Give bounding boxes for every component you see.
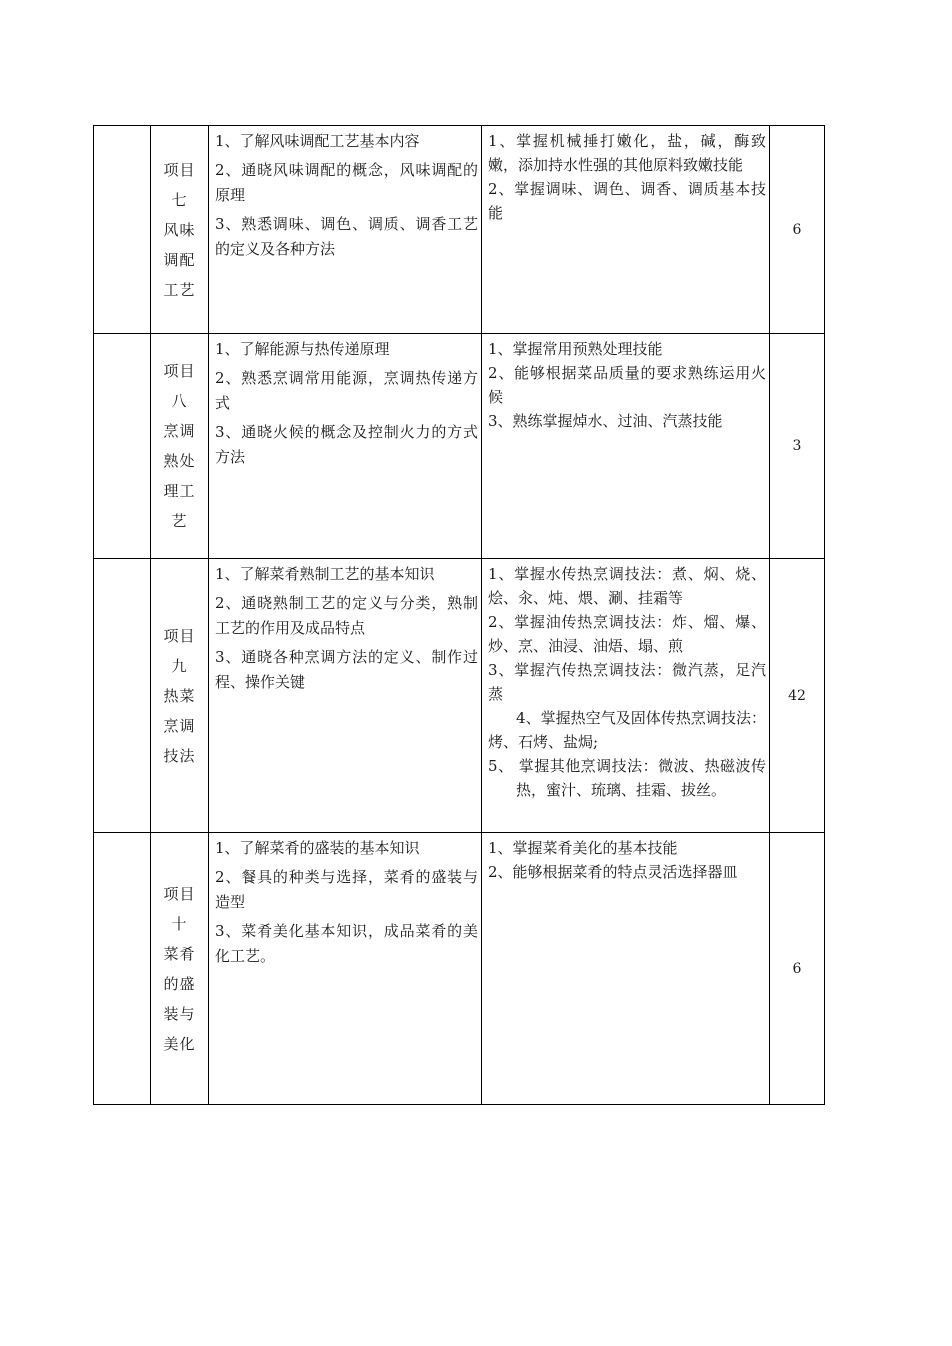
skill-item: 3、掌握汽传热烹调技法：微汽蒸，足汽蒸 (488, 661, 766, 703)
skill-item: 2、能够根据菜肴的特点灵活选择器皿 (488, 863, 738, 881)
blank-cell (94, 334, 151, 559)
class-hours-value: 6 (792, 221, 802, 238)
project-title-line: 调配 (163, 250, 196, 269)
project-title-line: 技法 (163, 746, 196, 765)
blank-cell (94, 126, 151, 334)
class-hours-value: 6 (792, 960, 802, 977)
skill-item: 1、掌握常用预熟处理技能 (488, 340, 663, 358)
class-hours-value: 42 (788, 687, 806, 704)
class-hours-cell (770, 833, 825, 1105)
project-title-line: 项目 (163, 160, 196, 179)
knowledge-item: 3、通晓各种烹调方法的定义、制作过程、操作关键 (215, 648, 478, 691)
skill-item: 5、 掌握其他烹调技法：微波、热磁波传热，蜜汁、琉璃、挂霜、拔丝。 (488, 757, 766, 799)
skill-requirements-cell (482, 833, 770, 1105)
skill-item: 2、掌握调味、调色、调香、调质基本技能 (488, 180, 766, 222)
knowledge-requirements-cell (209, 126, 482, 334)
project-title-line: 装与 (163, 1004, 196, 1023)
project-title-line: 菜肴 (163, 944, 196, 963)
knowledge-item: 3、通晓火候的概念及控制火力的方式方法 (215, 423, 478, 466)
project-title-line: 美化 (163, 1034, 196, 1053)
knowledge-item: 1、了解风味调配工艺基本内容 (215, 132, 420, 150)
project-title-line: 项目 (163, 626, 196, 645)
knowledge-requirements-cell (209, 334, 482, 559)
knowledge-requirements-cell (209, 833, 482, 1105)
knowledge-item: 2、通晓风味调配的概念，风味调配的原理 (215, 161, 478, 204)
project-title-line: 项目 (163, 884, 196, 903)
skill-item: 2、能够根据菜品质量的要求熟练运用火候 (488, 364, 766, 406)
skill-item: 4、掌握热空气及固体传热烹调技法：烤、石烤、盐焗; (488, 709, 766, 751)
class-hours-value: 3 (792, 438, 802, 454)
blank-cell (94, 559, 151, 833)
skill-item: 3、熟练掌握焯水、过油、汽蒸技能 (488, 412, 723, 430)
knowledge-item: 1、了解能源与热传递原理 (215, 340, 390, 358)
knowledge-item: 2、餐具的种类与选择，菜肴的盛装与造型 (215, 868, 478, 911)
project-title-line: 九 (171, 656, 188, 675)
knowledge-item: 3、熟悉调味、调色、调质、调香工艺的定义及各种方法 (215, 215, 478, 258)
knowledge-item: 2、通晓熟制工艺的定义与分类，熟制工艺的作用及成品特点 (215, 594, 478, 637)
class-hours-cell (770, 126, 825, 334)
project-title-cell (151, 559, 209, 833)
skill-item: 1、掌握菜肴美化的基本技能 (488, 839, 678, 857)
knowledge-item: 1、了解菜肴熟制工艺的基本知识 (215, 565, 435, 583)
project-title-line: 的盛 (163, 974, 196, 993)
skill-item: 2、掌握油传热烹调技法：炸、熘、爆、炒、烹、油浸、油焐、塌、煎 (488, 613, 766, 655)
project-title-line: 热菜 (163, 686, 196, 705)
project-title-line: 八 (171, 392, 188, 410)
knowledge-requirements-cell (209, 559, 482, 833)
project-title-line: 熟处 (163, 452, 196, 470)
project-title-line: 工艺 (163, 280, 196, 299)
table-row (94, 126, 825, 334)
course-syllabus-table (93, 125, 825, 1105)
class-hours-cell (770, 334, 825, 559)
project-title-line: 艺 (171, 512, 188, 530)
knowledge-item: 3、菜肴美化基本知识，成品菜肴的美化工艺。 (215, 922, 478, 965)
project-title-line: 七 (171, 190, 188, 209)
class-hours-cell (770, 559, 825, 833)
project-title-cell (151, 334, 209, 559)
blank-cell (94, 833, 151, 1105)
table-row (94, 334, 825, 559)
project-title-line: 十 (171, 914, 188, 933)
project-title-line: 项目 (163, 362, 196, 380)
table-row (94, 833, 825, 1105)
project-title-line: 风味 (163, 220, 196, 239)
skill-item: 1、掌握机械捶打嫩化，盐，碱，酶致嫩，添加持水性强的其他原料致嫩技能 (488, 132, 766, 174)
project-title-cell (151, 833, 209, 1105)
project-title-line: 烹调 (163, 422, 196, 440)
knowledge-item: 1、了解菜肴的盛装的基本知识 (215, 839, 420, 857)
table-row (94, 559, 825, 833)
skill-requirements-cell (482, 559, 770, 833)
project-title-line: 烹调 (163, 716, 196, 735)
project-title-cell (151, 126, 209, 334)
knowledge-item: 2、熟悉烹调常用能源，烹调热传递方式 (215, 369, 478, 412)
skill-requirements-cell (482, 126, 770, 334)
skill-item: 1、掌握水传热烹调技法：煮、焖、烧、烩、汆、炖、煨、涮、挂霜等 (488, 565, 766, 607)
skill-requirements-cell (482, 334, 770, 559)
project-title-line: 理工 (163, 482, 196, 500)
